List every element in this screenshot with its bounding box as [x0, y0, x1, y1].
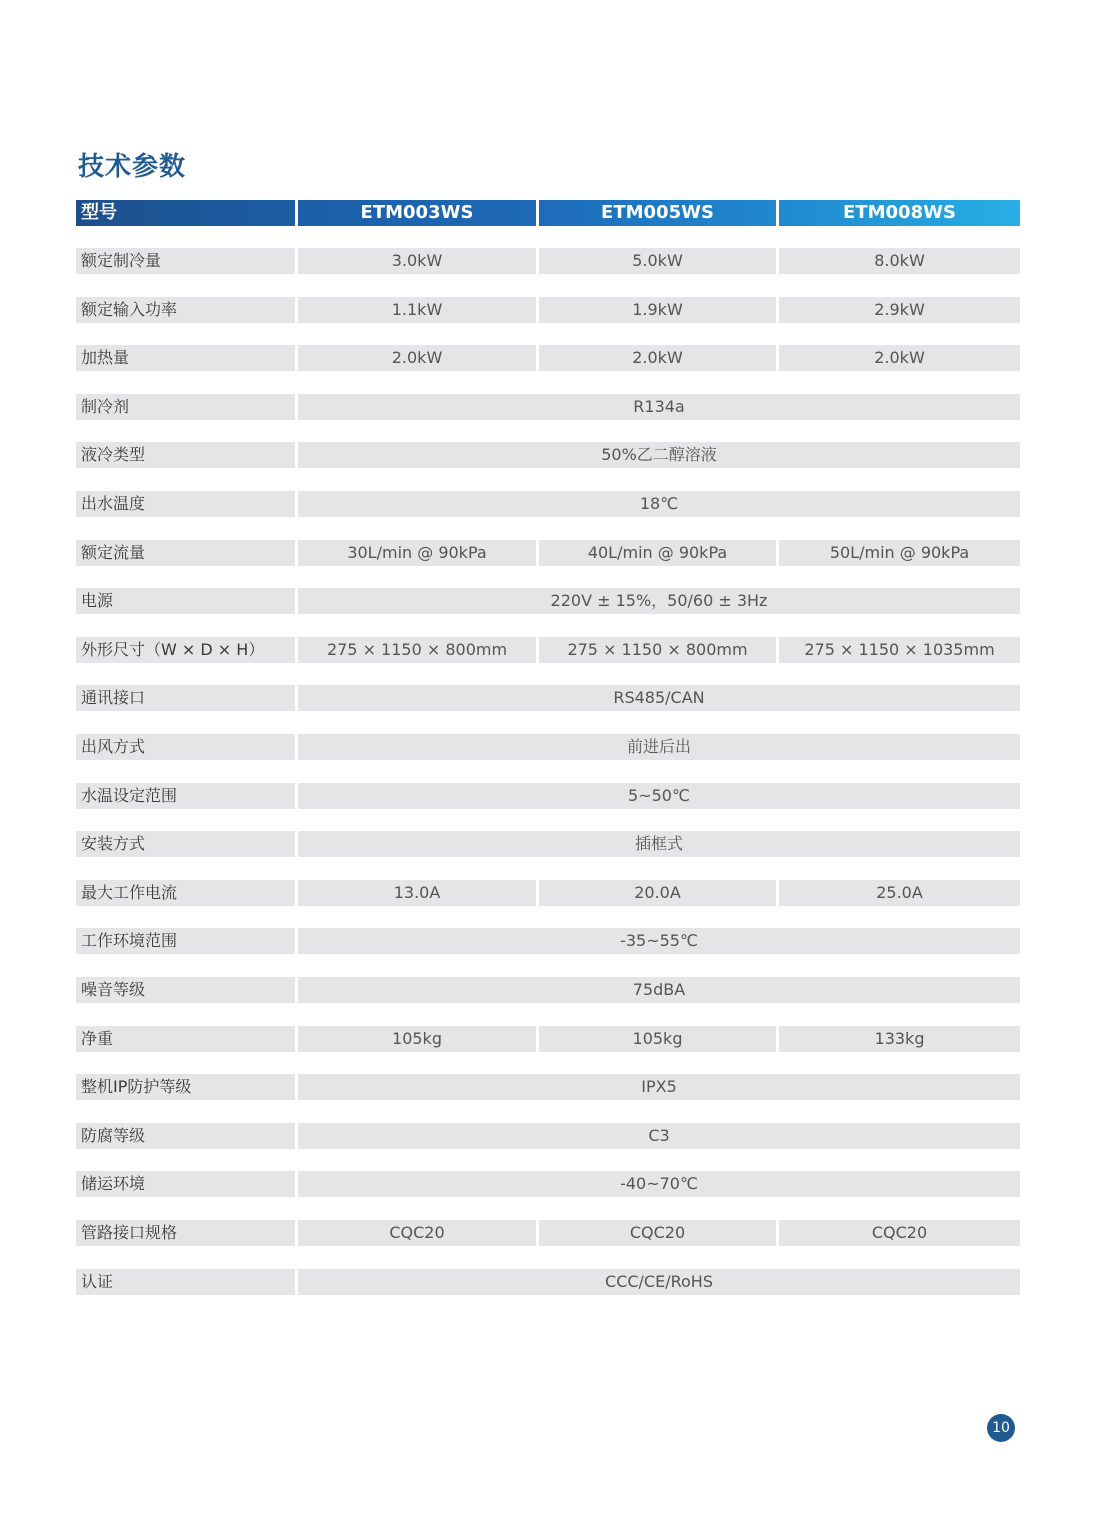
row-value: CQC20	[779, 1220, 1020, 1246]
row-label: 液冷类型	[76, 442, 295, 468]
row-value: 13.0A	[298, 880, 536, 906]
row-label: 防腐等级	[76, 1123, 295, 1149]
row-label: 噪音等级	[76, 977, 295, 1003]
page-title: 技术参数	[78, 152, 187, 182]
row-label: 额定输入功率	[76, 297, 295, 323]
row-label: 额定制冷量	[76, 248, 295, 274]
row-value: 275 × 1150 × 800mm	[539, 637, 776, 663]
table-row	[76, 928, 1020, 954]
row-value: 1.9kW	[539, 297, 776, 323]
table-header	[76, 200, 1020, 226]
row-value-merged: 插框式	[298, 831, 1020, 857]
table-row	[76, 880, 1020, 906]
table-row	[76, 297, 1020, 323]
header-model-3: ETM008WS	[779, 200, 1020, 226]
table-row	[76, 588, 1020, 614]
row-value: 105kg	[539, 1026, 776, 1052]
row-label: 出风方式	[76, 734, 295, 760]
table-row	[76, 248, 1020, 274]
row-label: 整机IP防护等级	[76, 1074, 295, 1100]
row-value: 2.0kW	[298, 345, 536, 371]
row-value: 275 × 1150 × 800mm	[298, 637, 536, 663]
table-row	[76, 831, 1020, 857]
row-value-merged: -40~70℃	[298, 1171, 1020, 1197]
table-row	[76, 637, 1020, 663]
row-value: 8.0kW	[779, 248, 1020, 274]
table-row	[76, 1220, 1020, 1246]
row-label: 安装方式	[76, 831, 295, 857]
row-value: 25.0A	[779, 880, 1020, 906]
row-value-merged: 220V ± 15%，50/60 ± 3Hz	[298, 588, 1020, 614]
row-value: 2.0kW	[779, 345, 1020, 371]
row-label: 最大工作电流	[76, 880, 295, 906]
table-row	[76, 540, 1020, 566]
row-value: CQC20	[298, 1220, 536, 1246]
table-row	[76, 1171, 1020, 1197]
row-label: 管路接口规格	[76, 1220, 295, 1246]
row-value: 275 × 1150 × 1035mm	[779, 637, 1020, 663]
row-value: 2.9kW	[779, 297, 1020, 323]
header-model-2: ETM005WS	[539, 200, 776, 226]
row-label: 通讯接口	[76, 685, 295, 711]
row-value: 1.1kW	[298, 297, 536, 323]
row-value-merged: 50%乙二醇溶液	[298, 442, 1020, 468]
row-value: 40L/min @ 90kPa	[539, 540, 776, 566]
row-value-merged: 75dBA	[298, 977, 1020, 1003]
row-value-merged: CCC/CE/RoHS	[298, 1269, 1020, 1295]
header-label: 型号	[76, 200, 295, 226]
table-row	[76, 394, 1020, 420]
table-row	[76, 783, 1020, 809]
row-label: 加热量	[76, 345, 295, 371]
table-row	[76, 442, 1020, 468]
table-row	[76, 685, 1020, 711]
row-value: 30L/min @ 90kPa	[298, 540, 536, 566]
header-model-1: ETM003WS	[298, 200, 536, 226]
page-number: 10	[987, 1414, 1015, 1442]
row-label: 外形尺寸（W × D × H）	[76, 637, 295, 663]
table-row	[76, 977, 1020, 1003]
table-row	[76, 1074, 1020, 1100]
row-value-merged: 18℃	[298, 491, 1020, 517]
row-value: 2.0kW	[539, 345, 776, 371]
row-value-merged: 前进后出	[298, 734, 1020, 760]
row-value: 20.0A	[539, 880, 776, 906]
row-value-merged: R134a	[298, 394, 1020, 420]
row-value: 3.0kW	[298, 248, 536, 274]
table-row	[76, 491, 1020, 517]
row-value: 133kg	[779, 1026, 1020, 1052]
row-label: 储运环境	[76, 1171, 295, 1197]
table-row	[76, 734, 1020, 760]
row-label: 出水温度	[76, 491, 295, 517]
row-label: 电源	[76, 588, 295, 614]
row-label: 水温设定范围	[76, 783, 295, 809]
row-value-merged: RS485/CAN	[298, 685, 1020, 711]
row-value-merged: 5~50℃	[298, 783, 1020, 809]
row-value: 5.0kW	[539, 248, 776, 274]
row-label: 认证	[76, 1269, 295, 1295]
row-label: 工作环境范围	[76, 928, 295, 954]
row-value: CQC20	[539, 1220, 776, 1246]
row-value: 50L/min @ 90kPa	[779, 540, 1020, 566]
row-label: 额定流量	[76, 540, 295, 566]
row-value-merged: -35~55℃	[298, 928, 1020, 954]
table-row	[76, 1123, 1020, 1149]
row-value: 105kg	[298, 1026, 536, 1052]
row-label: 制冷剂	[76, 394, 295, 420]
table-row	[76, 1026, 1020, 1052]
row-value-merged: C3	[298, 1123, 1020, 1149]
table-row	[76, 1269, 1020, 1295]
row-label: 净重	[76, 1026, 295, 1052]
table-row	[76, 345, 1020, 371]
row-value-merged: IPX5	[298, 1074, 1020, 1100]
